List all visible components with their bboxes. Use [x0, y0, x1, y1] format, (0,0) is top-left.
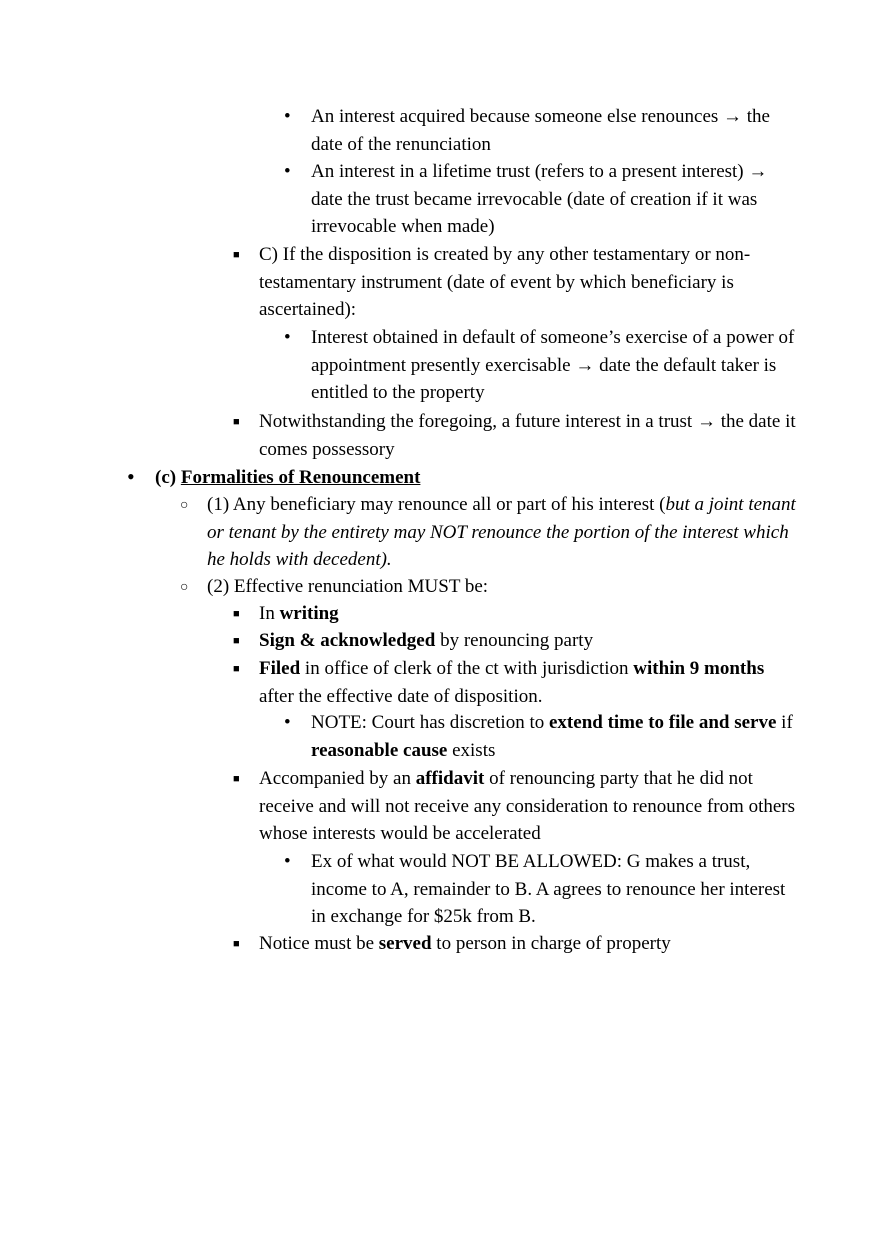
square-marker: ■	[233, 416, 240, 428]
bullet-marker: •	[284, 106, 291, 127]
bullet-note: • NOTE: Court has discretion to extend time to file and serve if reasonable cause exists	[311, 709, 797, 764]
square-marker: ■	[233, 608, 240, 620]
item-effective-renunciation: ○ (2) Effective renunciation MUST be:	[207, 573, 797, 601]
item-other-instrument: ■ C) If the disposition is created by any other testamentary or non-testamentary instrument (date of event by which beneficiary is ascertained):	[233, 244, 751, 320]
square-marker: ■	[233, 773, 240, 785]
section-title: Formalities of Renouncement	[180, 467, 421, 488]
item-any-beneficiary: ○ (1) Any beneficiary may renounce all or part of his interest (but a joint tenant or tenant by the entirety may NOT renounce the portion of the interest which he holds with decedent).	[180, 494, 796, 570]
square-marker: ■	[233, 938, 240, 950]
item-affidavit: ■ Accompanied by an affidavit of renouncing party that he did not receive and will not receive any consideration to renounce from others whose interests would be accelerated	[233, 768, 796, 844]
circle-marker: ○	[180, 580, 189, 595]
item-in-writing: ■ In writing	[259, 600, 797, 628]
item-sign-acknowledged: ■ Sign & acknowledged by renouncing party	[259, 627, 797, 655]
item-filed: ■ Filed in office of clerk of the ct with jurisdiction within 9 months after the effective date of disposition.	[233, 658, 765, 707]
section-heading: • (c) Formalities of Renouncement	[127, 464, 421, 489]
bullet-marker: •	[284, 851, 291, 872]
bullet-marker: •	[284, 712, 291, 733]
square-marker: ■	[233, 663, 240, 675]
item-notice: ■ Notice must be served to person in charge of property	[259, 930, 797, 958]
bullet-marker: •	[127, 464, 135, 489]
bullet-example: • Ex of what would NOT BE ALLOWED: G makes a trust, income to A, remainder to B. A agrees to renounce her interest in exchange for $25k from B.	[311, 848, 797, 931]
circle-marker: ○	[180, 498, 189, 513]
bullet-marker: •	[284, 161, 291, 182]
bullet-default-taker: • Interest obtained in default of someone’s exercise of a power of appointment presently exercisable → date the default taker is entitled to the property	[311, 324, 797, 407]
bullet-lifetime-trust: • An interest in a lifetime trust (refers to a present interest) → date the trust became irrevocable (date of creation if it was irrevocable when made)	[311, 158, 797, 241]
square-marker: ■	[233, 249, 240, 261]
bullet-marker: •	[284, 327, 291, 348]
item-notwithstanding: ■ Notwithstanding the foregoing, a future interest in a trust → the date it comes possessory	[233, 411, 796, 460]
bullet-renunciation-date: • An interest acquired because someone else renounces → the date of the renunciation	[311, 103, 797, 158]
square-marker: ■	[233, 635, 240, 647]
